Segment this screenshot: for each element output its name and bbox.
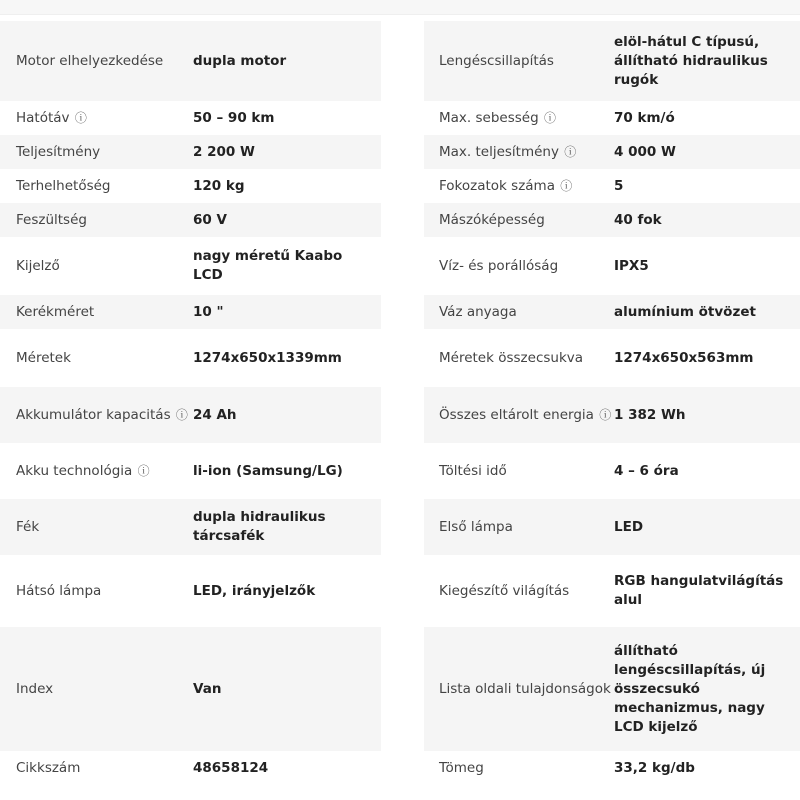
spec-label-text: Váz anyaga xyxy=(439,303,517,320)
info-icon[interactable]: ⓘ xyxy=(599,407,612,422)
spec-label-text: Akkumulátor kapacitás xyxy=(16,406,171,423)
spec-value: 120 kg xyxy=(193,177,245,194)
info-icon[interactable]: ⓘ xyxy=(564,144,577,159)
spec-row xyxy=(424,751,800,785)
spec-value: RGB hangulatvilágítás alul xyxy=(614,573,784,608)
spec-label-text: Motor elhelyezkedése xyxy=(16,52,164,69)
spec-label xyxy=(424,143,614,162)
spec-value: 5 xyxy=(614,177,624,194)
spec-value: elöl-hátul C típusú, állítható hidraulikus rugók xyxy=(614,33,768,88)
info-icon[interactable]: ⓘ xyxy=(74,110,87,125)
spec-label xyxy=(424,109,614,128)
spec-value: 4 000 W xyxy=(614,143,676,160)
spec-value: 70 km/ó xyxy=(614,109,675,126)
spec-row xyxy=(0,203,381,237)
spec-label-text: Index xyxy=(16,680,54,697)
spec-row xyxy=(0,21,381,101)
spec-row xyxy=(0,751,381,785)
spec-row xyxy=(424,295,800,329)
spec-label-text: Teljesítmény xyxy=(16,143,101,160)
spec-value: 40 fok xyxy=(614,211,662,228)
spec-label-text: Első lámpa xyxy=(439,518,513,535)
spec-row xyxy=(0,329,381,387)
spec-value: IPX5 xyxy=(614,257,649,274)
spec-label xyxy=(424,462,614,481)
spec-row xyxy=(0,627,381,751)
spec-value: alumínium ötvözet xyxy=(614,303,756,320)
spec-row xyxy=(424,101,800,135)
spec-label-text: Töltési idő xyxy=(439,462,507,479)
spec-value: nagy méretű Kaabo LCD xyxy=(193,248,343,283)
spec-label xyxy=(424,303,614,322)
spec-row xyxy=(0,499,381,555)
spec-label-text: Max. teljesítmény xyxy=(439,143,559,160)
spec-label xyxy=(0,462,193,481)
spec-label-text: Akku technológia xyxy=(16,462,133,479)
spec-label xyxy=(0,349,193,368)
spec-row xyxy=(0,443,381,499)
spec-label-text: Lengéscsillapítás xyxy=(439,52,554,69)
spec-label xyxy=(424,406,614,425)
spec-value: LED, irányjelzők xyxy=(193,582,316,599)
spec-column-right xyxy=(424,21,800,785)
spec-label-text: Cikkszám xyxy=(16,759,81,776)
info-icon[interactable]: ⓘ xyxy=(137,463,150,478)
spec-label xyxy=(424,52,614,71)
spec-label xyxy=(0,680,193,699)
column-gap xyxy=(381,21,424,785)
spec-row xyxy=(0,237,381,295)
spec-label-text: Mászóképesség xyxy=(439,211,545,228)
spec-row xyxy=(0,295,381,329)
spec-row xyxy=(424,203,800,237)
spec-row xyxy=(0,387,381,443)
info-icon[interactable]: ⓘ xyxy=(543,110,556,125)
spec-value: állítható lengéscsillapítás, új összecsukó mechanizmus, nagy LCD kijelző xyxy=(614,642,766,735)
spec-row xyxy=(0,555,381,627)
spec-row xyxy=(0,101,381,135)
spec-label-text: Hátsó lámpa xyxy=(16,582,102,599)
spec-label-text: Tömeg xyxy=(439,759,484,776)
spec-label xyxy=(424,257,614,276)
spec-label xyxy=(0,518,193,537)
spec-label xyxy=(0,109,193,128)
spec-label-text: Hatótáv xyxy=(16,109,70,126)
spec-label xyxy=(0,582,193,601)
spec-value: LED xyxy=(614,518,644,535)
spec-value: 48658124 xyxy=(193,759,269,776)
spec-value: 50 – 90 km xyxy=(193,109,275,126)
spec-value: 60 V xyxy=(193,211,227,228)
spec-label-text: Kiegészítő világítás xyxy=(439,582,570,599)
spec-label xyxy=(424,349,614,368)
spec-column-left xyxy=(0,21,381,785)
spec-label-text: Max. sebesség xyxy=(439,109,539,126)
spec-value: li-ion (Samsung/LG) xyxy=(193,462,343,479)
spec-label xyxy=(0,52,193,71)
spec-row xyxy=(424,21,800,101)
spec-row xyxy=(424,443,800,499)
spec-label xyxy=(0,759,193,778)
spec-label-text: Kijelző xyxy=(16,257,60,274)
spec-row xyxy=(424,329,800,387)
info-icon[interactable]: ⓘ xyxy=(175,407,188,422)
spec-label xyxy=(424,759,614,778)
spec-row xyxy=(424,387,800,443)
spec-value: 24 Ah xyxy=(193,406,237,423)
spec-value: 1 382 Wh xyxy=(614,406,686,423)
top-divider xyxy=(0,0,800,15)
spec-row xyxy=(424,237,800,295)
spec-label xyxy=(424,518,614,537)
spec-label-text: Összes eltárolt energia xyxy=(439,406,594,423)
spec-value: 33,2 kg/db xyxy=(614,759,695,776)
spec-row xyxy=(424,555,800,627)
spec-table xyxy=(0,21,800,785)
spec-label-text: Feszültség xyxy=(16,211,87,228)
spec-row xyxy=(0,135,381,169)
spec-value: dupla hidraulikus tárcsafék xyxy=(193,509,326,544)
spec-label-text: Méretek xyxy=(16,349,71,366)
spec-label-text: Víz- és porállóság xyxy=(439,257,559,274)
spec-label xyxy=(0,257,193,276)
spec-value: 10 " xyxy=(193,303,224,320)
spec-value: dupla motor xyxy=(193,52,287,69)
spec-label-text: Lista oldali tulajdonságok xyxy=(439,680,611,697)
spec-value: 1274x650x1339mm xyxy=(193,349,342,366)
spec-label xyxy=(424,680,614,699)
spec-row xyxy=(424,169,800,203)
spec-value: 1274x650x563mm xyxy=(614,349,754,366)
spec-label-text: Méretek összecsukva xyxy=(439,349,584,366)
spec-label-text: Kerékméret xyxy=(16,303,95,320)
spec-label-text: Fék xyxy=(16,518,40,535)
spec-row xyxy=(424,135,800,169)
spec-label xyxy=(0,406,193,425)
spec-label xyxy=(424,177,614,196)
spec-label xyxy=(424,211,614,230)
spec-value: Van xyxy=(193,680,222,697)
spec-label xyxy=(0,211,193,230)
spec-label-text: Fokozatok száma xyxy=(439,177,555,194)
spec-label xyxy=(0,143,193,162)
info-icon[interactable]: ⓘ xyxy=(560,178,573,193)
spec-row xyxy=(0,169,381,203)
spec-label xyxy=(424,582,614,601)
spec-value: 2 200 W xyxy=(193,143,255,160)
spec-label-text: Terhelhetőség xyxy=(16,177,111,194)
spec-row xyxy=(424,499,800,555)
spec-label xyxy=(0,177,193,196)
spec-value: 4 – 6 óra xyxy=(614,462,679,479)
spec-label xyxy=(0,303,193,322)
spec-row xyxy=(424,627,800,751)
